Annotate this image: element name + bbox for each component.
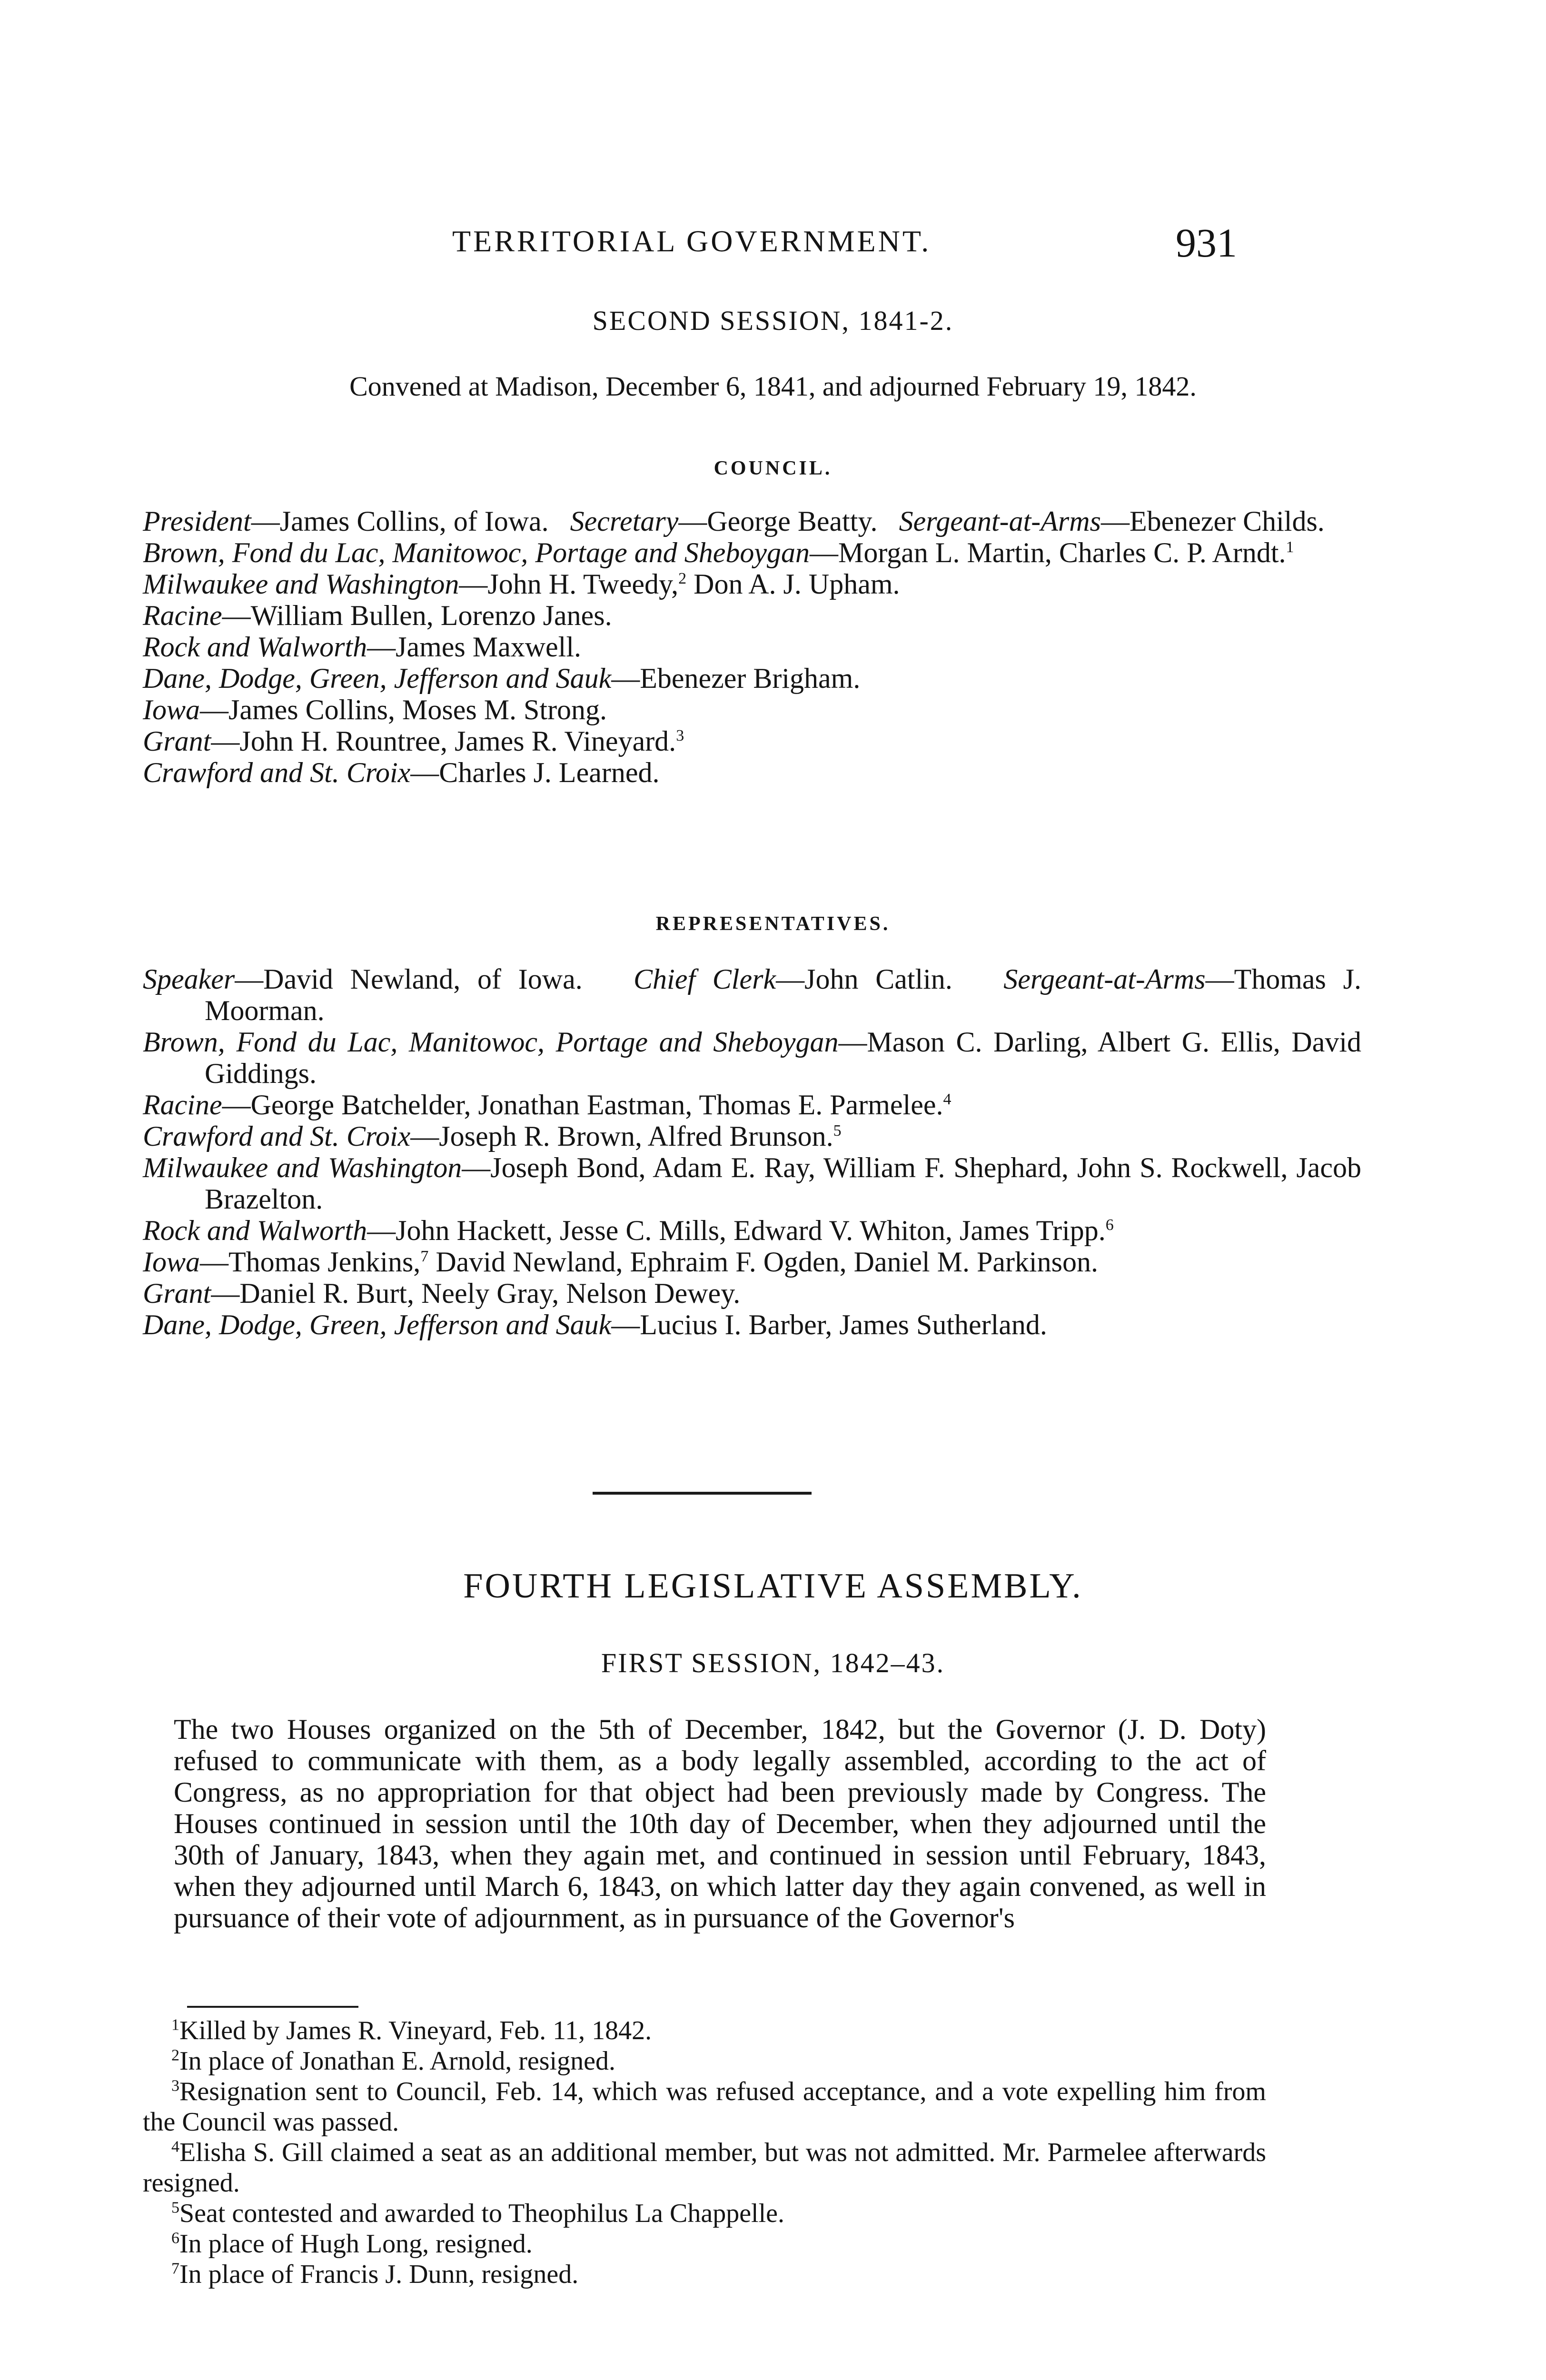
footnotes [143,2015,1266,2290]
representatives-entry: Racine—George Batchelder, Jonathan Eastman, Thomas E. Parmelee.$^4$ [143,1089,951,1121]
council-heading: COUNCIL. [714,457,832,479]
representatives-officers: Speaker—David Newland, of Iowa. Chief Clerk—John Catlin. Sergeant-at-Arms—Thomas J. Moorman. [143,963,1361,1026]
footnote: $^4$Elisha S. Gill claimed a seat as an additional member, but was not admitted. Mr. Parmelee afterwards resigned. [143,2138,1266,2198]
representatives-entry: Rock and Walworth—John Hackett, Jesse C. Mills, Edward V. Whiton, James Tripp.$^6$ [143,1215,1114,1246]
convened-line: Convened at Madison, December 6, 1841, and adjourned February 19, 1842. [349,371,1197,402]
running-head [0,220,1546,267]
footnote-ref: 7 [420,1248,429,1265]
council-entry: Iowa—James Collins, Moses M. Strong. [143,694,607,725]
representatives-entry: Dane, Dodge, Green, Jefferson and Sauk—Lucius I. Barber, James Sutherland. [143,1309,1047,1340]
representatives-entry: Iowa—Thomas Jenkins,$^7$ David Newland, Ephraim F. Ogden, Daniel M. Parkinson. [143,1246,1098,1278]
council-entry: Brown, Fond du Lac, Manitowoc, Portage and Sheboygan—Morgan L. Martin, Charles C. P. Arndt.$^1$ [143,537,1294,568]
representatives-heading: REPRESENTATIVES. [655,913,891,935]
footnote-ref: 6 [1105,1216,1114,1234]
page-number: 931 [1176,220,1237,266]
section-divider [593,1492,812,1495]
council-entry: Racine—William Bullen, Lorenzo Janes. [143,600,612,631]
footnote: $^3$Resignation sent to Council, Feb. 14, which was refused acceptance, and a vote expelling him from the Council was passed. [143,2077,1266,2137]
council-entry: Grant—John H. Rountree, James R. Vineyard.$^3$ [143,725,684,757]
second-session-heading: SECOND SESSION, 1841-2. [592,305,954,336]
footnote: $^5$Seat contested and awarded to Theophilus La Chappelle. [171,2199,785,2228]
council-entry: Dane, Dodge, Green, Jefferson and Sauk—Ebenezer Brigham. [143,663,861,694]
council-entry: Milwaukee and Washington—John H. Tweedy,$^2$ Don A. J. Upham. [143,568,900,600]
representatives-entry: Milwaukee and Washington—Joseph Bond, Adam E. Ray, William F. Shephard, John S. Rockwell, Jacob Brazelton. [143,1152,1361,1215]
council-officers: President—James Collins, of Iowa. Secretary—George Beatty. Sergeant-at-Arms—Ebenezer Childs. [143,506,1325,537]
representatives-entry: Grant—Daniel R. Burt, Neely Gray, Nelson Dewey. [143,1278,741,1309]
footnote-rule [187,2006,358,2008]
council-entry: Crawford and St. Croix—Charles J. Learned. [143,757,660,788]
representatives-list [143,963,1361,1340]
footnote: $^2$In place of Jonathan E. Arnold, resigned. [171,2046,615,2076]
assembly-paragraph: The two Houses organized on the 5th of December, 1842, but the Governor (J. D. Doty) refused to communicate with them, as a body legally assembled, according to the act of Congress, as no appropriation for that object had been previously made by Congress. The Houses continued in session until the 10th day of December, when they adjourned until the 30th of January, 1843, when they again met, and continued in session until February, 1843, when they adjourned until March 6, 1843, on which latter day they again convened, as well in pursuance of their vote of adjournment, as in pursuance of the Governor's [174,1714,1266,1934]
footnote: $^1$Killed by James R. Vineyard, Feb. 11, 1842. [171,2016,652,2045]
representatives-entry: Crawford and St. Croix—Joseph R. Brown, Alfred Brunson.$^5$ [143,1121,842,1152]
footnote-ref: 3 [676,727,684,744]
council-list [143,506,1361,788]
footnote-ref: 5 [833,1122,842,1140]
footnote-ref: 2 [678,570,687,587]
first-session-heading: FIRST SESSION, 1842–43. [601,1647,945,1678]
council-entry: Rock and Walworth—James Maxwell. [143,631,582,663]
footnote: $^6$In place of Hugh Long, resigned. [171,2229,533,2259]
footnote: $^7$In place of Francis J. Dunn, resigned. [171,2260,579,2289]
running-title: TERRITORIAL GOVERNMENT. [452,224,932,258]
footnote-ref: 4 [943,1091,951,1108]
representatives-entry: Brown, Fond du Lac, Manitowoc, Portage and Sheboygan—Mason C. Darling, Albert G. Ellis, David Giddings. [143,1026,1361,1089]
fourth-assembly-title: FOURTH LEGISLATIVE ASSEMBLY. [463,1567,1083,1606]
footnote-ref: 1 [1286,538,1294,556]
